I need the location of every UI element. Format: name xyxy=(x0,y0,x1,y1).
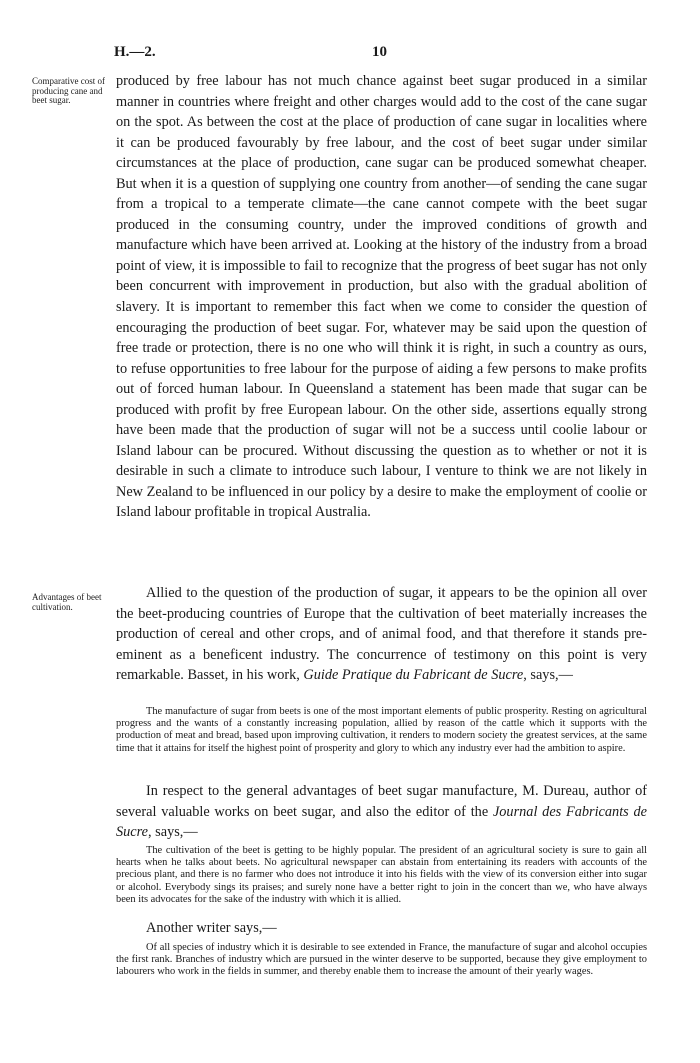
quote-text: The cultivation of the beet is getting to be highly popular. The president of an agricultural society is sure to gain all hearts when he talks about beets. No agricultural newspaper can abstain from entertaining its readers with accounts of the precious plant, and there is no farmer who does not introduce it into his fields with the view of its conversion either into sugar or alcohol. Everybody sings its praises; and surely none have a better right to join in the concert than we, who have always been its advocates for the sake of the industry with which it is allied. xyxy=(116,845,647,905)
says-suffix: , says,— xyxy=(148,824,198,841)
margin-note-advantages: Advantages of beet cultivation. xyxy=(32,592,102,612)
quote-basset xyxy=(116,706,647,755)
journal-title: Journal des Fabricants de Sucre xyxy=(116,803,647,841)
paragraph-text xyxy=(116,781,647,843)
work-title: Guide Pratique du Fabricant de Sucre xyxy=(303,667,524,684)
document-reference: H.—2. xyxy=(114,44,156,60)
paragraph-another-writer xyxy=(116,918,647,939)
page-number: 10 xyxy=(372,44,387,60)
quote-dureau xyxy=(116,845,647,906)
paragraph-text: produced by free labour has not much chance against beet sugar produced in a similar manner in countries where freight and other charges would add to the cost of the cane sugar on the spot. As between the cost at the place of production of cane sugar in localities where it can be produced favourably by free labour, and the cost of beet sugar under similar circumstances at the place of production, cane sugar can be produced somewhat cheaper. But when it is a question of supplying one country from another—of sending the cane sugar from a tropical to a temperate climate—the cane cannot compete with the beet sugar produced in the consuming country, under the improved conditions of growth and manufacture which have been arrived at. Looking at the history of the industry from a broad point of view, it is impossible to fail to recognize that the progress of beet sugar has not only been concurrent with improvement in production, but also with the gradual abolition of slavery. It is important to remember this fact when we come to consider the question of encouraging the production of beet sugar. For, whatever may be said upon the question of free trade or protection, there is no one who will think it is right, in such a country as ours, to refuse opportunities to free labour for the purpose of aiding a few persons to make profits out of forced human labour. In Queensland a statement has been made that sugar can be produced with profit by free European labour. On the other side, assertions equally strong have been made that the production of sugar will not be a success until coolie labour or Island labour can be procured. Without discussing the question as to whether or not it is desirable in such a climate to introduce such labour, I venture to think we are not likely in New Zealand to be influenced in our policy by a desire to make the employment of coolie or Island labour profitable in tropical Australia. xyxy=(116,73,647,521)
paragraph-body: Allied to the question of the production of sugar, it appears to be the opinion all over the beet-producing countries of Europe that the cultivation of beet materially increases the production of cereal and other crops, and of animal food, and that therefore it stands pre-eminent as a beneficent industry. The concurrence of testimony on this point is very remarkable. Basset, in his work, xyxy=(116,585,647,684)
paragraph-dureau xyxy=(116,781,647,843)
paragraph-advantages xyxy=(116,583,647,686)
quote-another-writer xyxy=(116,942,647,979)
quote-text: The manufacture of sugar from beets is one of the most important elements of public prosperity. Resting on agricultural progress and the wants of a constantly increasing population, allied by reason of the cattle which it supports with the production of meat and bread, based upon improving cultivation, it renders to modern society the greatest services, at the same time that it attains for itself the highest point of prosperity and glory to which any industry ever had the ambition to aspire. xyxy=(116,706,647,754)
page-header xyxy=(114,44,644,66)
says-suffix: , says,— xyxy=(523,667,573,684)
paragraph-text xyxy=(116,583,647,686)
paragraph-comparative-cost xyxy=(116,71,647,523)
margin-note-comparative-cost: Comparative cost of producing cane and beet sugar. xyxy=(32,76,105,105)
paragraph-text: Another writer says,— xyxy=(146,920,277,936)
paragraph-body: In respect to the general advantages of beet sugar manufacture, M. Dureau, author of several valuable works on beet sugar, and also the editor of the xyxy=(116,783,647,820)
quote-text: Of all species of industry which it is desirable to see extended in France, the manufacture of sugar and alcohol occupies the first rank. Branches of industry which are pursued in the winter deserve to be supported, because they give employment to labourers who work in the fields in summer, and thereby enable them to increase the amount of their yearly wages. xyxy=(116,942,647,978)
